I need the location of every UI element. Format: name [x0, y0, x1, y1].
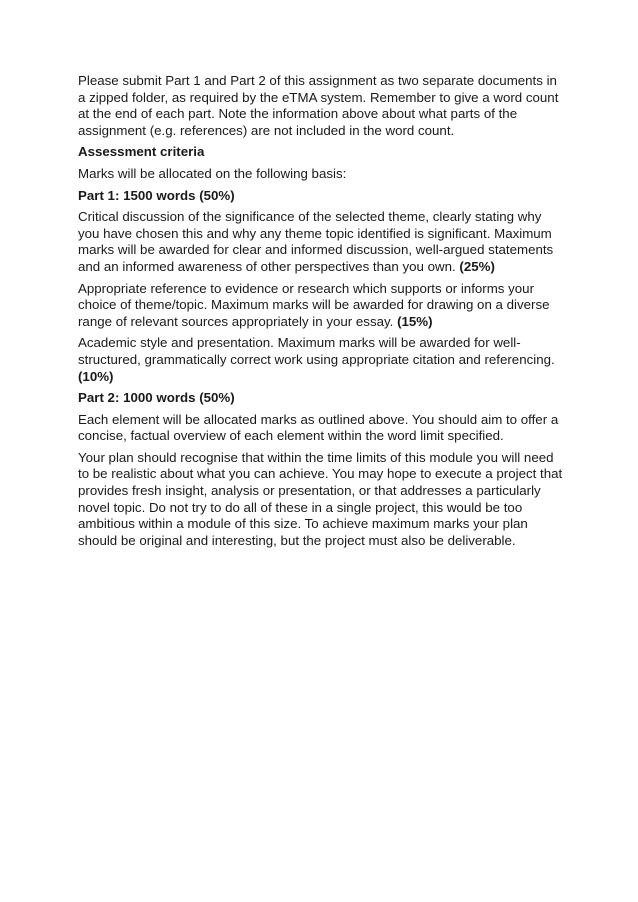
- criterion-weight: (25%): [459, 258, 495, 274]
- assessment-criteria-heading: Assessment criteria: [78, 144, 205, 160]
- marks-basis-paragraph: Marks will be allocated on the following basis:: [78, 165, 347, 181]
- document-page: [78, 73, 564, 554]
- criterion-weight: (10%): [78, 368, 114, 384]
- part1-criterion-style: [78, 335, 564, 385]
- part1-criterion-evidence: [78, 281, 564, 331]
- part1-criterion-discussion: [78, 209, 564, 275]
- criterion-text: Critical discussion of the significance of the selected theme, clearly stating why you have chosen this and why any theme topic identified is significant. Maximum marks will be awarded for clear and informed discussion, well-argued statements and an informed awareness of other perspectives than you own.: [78, 209, 554, 274]
- intro-paragraph: Please submit Part 1 and Part 2 of this assignment as two separate documents in a zipped folder, as required by the eTMA system. Remember to give a word count at the end of each part. Note the information above about what parts of the assignment (e.g. references) are not included in the word count.: [78, 73, 559, 138]
- part2-paragraph-elements: Each element will be allocated marks as outlined above. You should aim to offer a concise, factual overview of each element within the word limit specified.: [78, 411, 559, 444]
- part1-heading: Part 1: 1500 words (50%): [78, 187, 235, 203]
- part2-heading: Part 2: 1000 words (50%): [78, 390, 235, 406]
- part2-paragraph-plan: Your plan should recognise that within the time limits of this module you will need to be realistic about what you can achieve. You may hope to execute a project that provides fresh insight, analysis or presentation, or that addresses a particularly novel topic. Do not try to do all of these in a single project, this would be too ambitious within a module of this size. To achieve maximum marks your plan should be original and interesting, but the project must also be deliverable.: [78, 449, 563, 548]
- criterion-text: Academic style and presentation. Maximum marks will be awarded for well-structured, grammatically correct work using appropriate citation and referencing.: [78, 335, 555, 367]
- criterion-weight: (15%): [397, 313, 433, 329]
- criterion-text: Appropriate reference to evidence or research which supports or informs your choice of theme/topic. Maximum marks will be awarded for drawing on a diverse range of relevant sources appropriately in your essay.: [78, 280, 550, 329]
